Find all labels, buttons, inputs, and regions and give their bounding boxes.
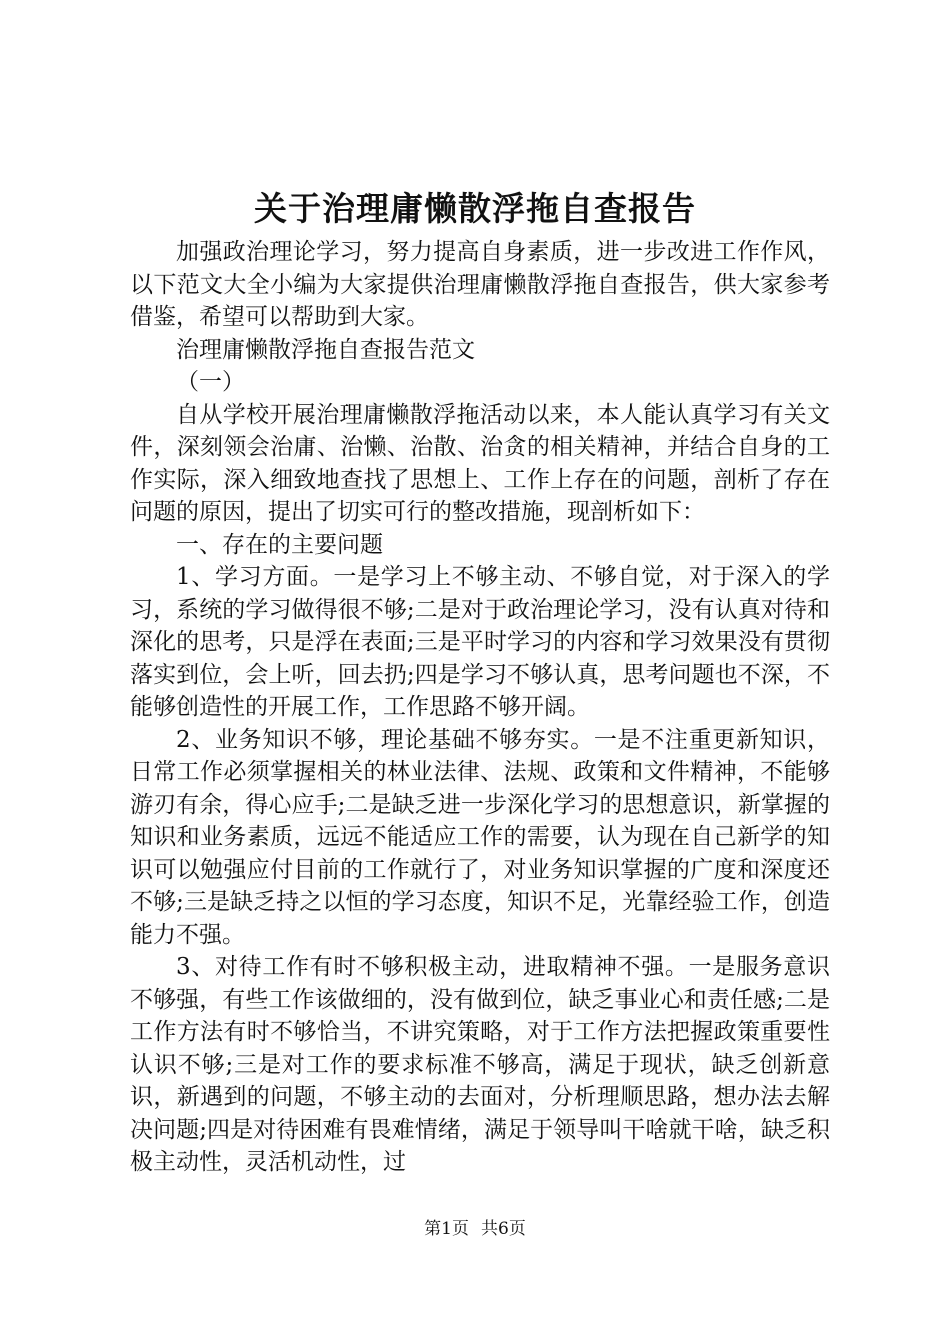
page-total: 共6页	[481, 1219, 526, 1239]
section-heading: 一、存在的主要问题	[176, 531, 383, 558]
page-number: 第1页	[424, 1219, 469, 1239]
intro-paragraph: 加强政治理论学习，努力提高自身素质，进一步改进工作作风，以下范文大全小编为大家提供治理庸懒散浮拖自查报告，供大家参考借鉴，希望可以帮助到大家。	[130, 239, 830, 330]
body-paragraph: 2、业务知识不够，理论基础不够夯实。一是不注重更新知识，日常工作必须掌握相关的林业法律、法规、政策和文件精神，不能够游刃有余，得心应手;二是缺乏进一步深化学习的思想意识，新掌握的知识和业务素质，远远不能适应工作的需要，认为现在自己新学的知识可以勉强应付目前的工作就行了，对业务知识掌握的广度和深度还不够;三是缺乏持之以恒的学习态度，知识不足，光靠经验工作，创造能力不强。	[130, 726, 830, 948]
subtitle-line: 治理庸懒散浮拖自查报告范文	[176, 336, 475, 363]
section-marker: （一）	[176, 369, 245, 395]
page-footer	[0, 1218, 950, 1240]
document-title: 关于治理庸懒散浮拖自查报告	[254, 189, 696, 228]
body-paragraph: 1、学习方面。一是学习上不够主动、不够自觉，对于深入的学习，系统的学习做得很不够;二是对于政治理论学习，没有认真对待和深化的思考，只是浮在表面;三是平时学习的内容和学习效果没有贯彻落实到位，会上听，回去扔;四是学习不够认真，思考问题也不深，不能够创造性的开展工作，工作思路不够开阔。	[130, 564, 830, 720]
document-body	[130, 236, 830, 1179]
body-paragraph: 3、对待工作有时不够积极主动，进取精神不强。一是服务意识不够强，有些工作该做细的，没有做到位，缺乏事业心和责任感;二是工作方法有时不够恰当，不讲究策略，对于工作方法把握政策重要性认识不够;三是对工作的要求标准不够高，满足于现状，缺乏创新意识，新遇到的问题，不够主动的去面对，分析理顺思路，想办法去解决问题;四是对待困难有畏难情绪，满足于领导叫干啥就干啥，缺乏积极主动性，灵活机动性，过	[130, 954, 830, 1175]
body-paragraph: 自从学校开展治理庸懒散浮拖活动以来，本人能认真学习有关文件，深刻领会治庸、治懒、治散、治贪的相关精神，并结合自身的工作实际，深入细致地查找了思想上、工作上存在的问题，剖析了存在问题的原因，提出了切实可行的整改措施，现剖析如下：	[130, 401, 830, 525]
